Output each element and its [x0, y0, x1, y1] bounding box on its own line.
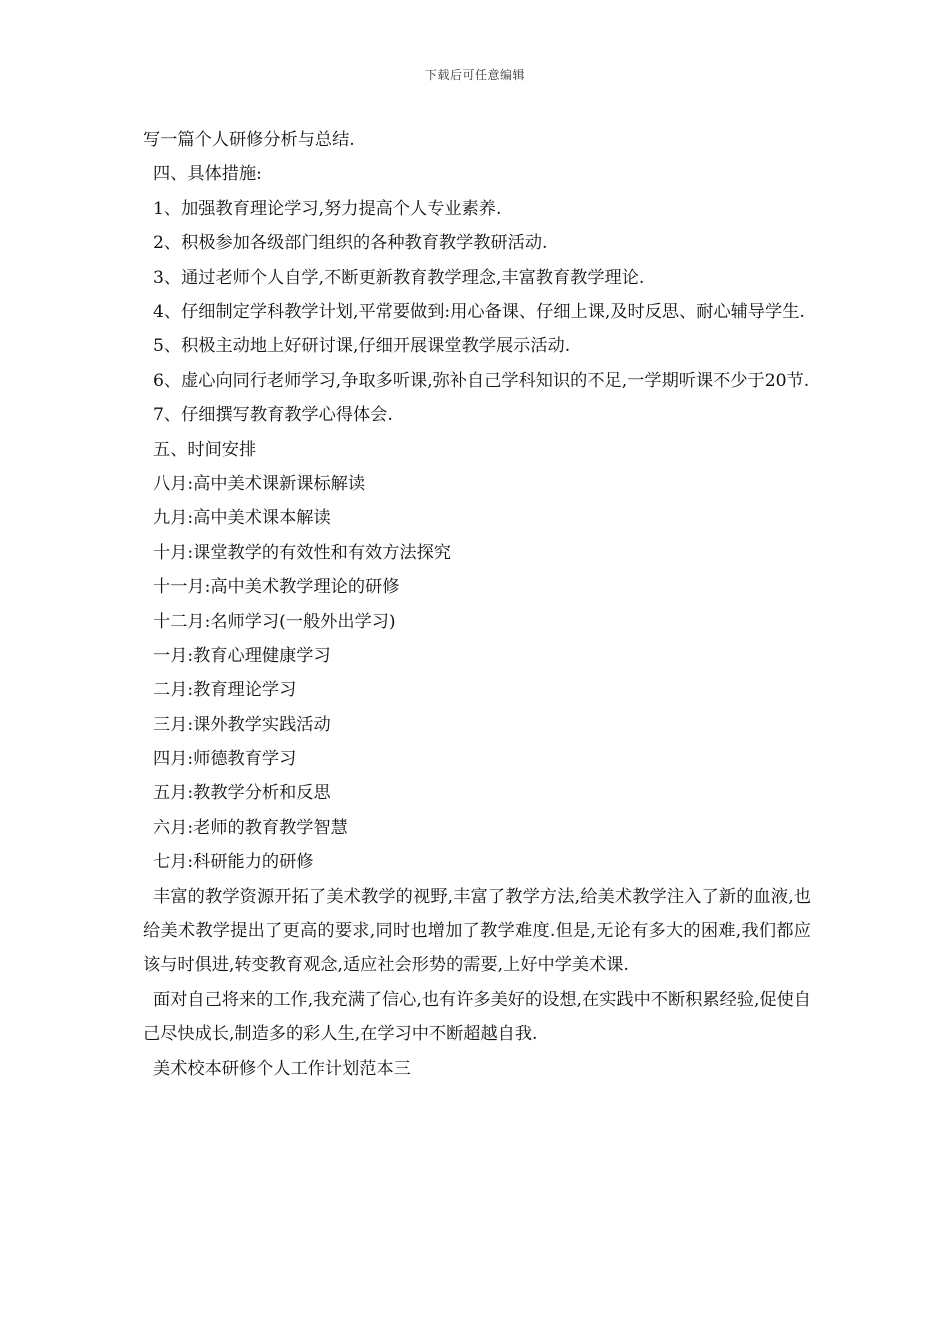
schedule-item: 六月:老师的教育教学智慧: [153, 817, 348, 838]
schedule-item: 八月:高中美术课新课标解读: [153, 473, 366, 494]
schedule-item: 三月:课外教学实践活动: [153, 714, 331, 735]
measure-item: 7、仔细撰写教育教学心得体会.: [153, 405, 393, 426]
measure-item: 1、加强教育理论学习,努力提高个人专业素养.: [153, 198, 502, 219]
schedule-item: 二月:教育理论学习: [153, 680, 297, 701]
schedule-item: 十月:课堂教学的有效性和有效方法探究: [153, 542, 451, 563]
intro-line: 写一篇个人研修分析与总结.: [143, 130, 355, 150]
schedule-item: 十一月:高中美术教学理论的研修: [153, 577, 400, 598]
document-body: [143, 123, 811, 1086]
closing-title: 美术校本研修个人工作计划范本三: [153, 1058, 411, 1079]
schedule-item: 七月:科研能力的研修: [153, 852, 314, 873]
header-note: 下载后可任意编辑: [424, 68, 525, 82]
section-heading-measures: 四、具体措施:: [153, 164, 262, 185]
measure-item: 3、通过老师个人自学,不断更新教育教学理念,丰富教育教学理论.: [153, 267, 645, 288]
schedule-item: 一月:教育心理健康学习: [153, 645, 331, 666]
schedule-item: 四月:师德教育学习: [153, 749, 297, 770]
measure-item: 5、积极主动地上好研讨课,仔细开展课堂教学展示活动.: [153, 336, 571, 357]
measure-item: 4、仔细制定学科教学计划,平常要做到:用心备课、仔细上课,及时反思、耐心辅导学生.: [153, 301, 805, 322]
schedule-item: 九月:高中美术课本解读: [153, 508, 331, 529]
measure-item: 2、积极参加各级部门组织的各种教育教学教研活动.: [153, 233, 548, 254]
body-paragraph: 面对自己将来的工作,我充满了信心,也有许多美好的设想,在实践中不断积累经验,促使自己尽快成长,制造多的彩人生,在学习中不断超越自我.: [143, 989, 811, 1045]
measure-item: 6、虚心向同行老师学习,争取多听课,弥补自己学科知识的不足,一学期听课不少于20节.: [153, 370, 810, 391]
schedule-item: 五月:教教学分析和反思: [153, 783, 331, 804]
body-paragraph: 丰富的教学资源开拓了美术教学的视野,丰富了教学方法,给美术教学注入了新的血液,也给美术教学提出了更高的要求,同时也增加了教学难度.但是,无论有多大的困难,我们都应该与时俱进,转变教育观念,适应社会形势的需要,上好中学美术课.: [143, 886, 811, 976]
schedule-item: 十二月:名师学习(一般外出学习): [153, 611, 396, 632]
section-heading-schedule: 五、时间安排: [153, 439, 257, 460]
